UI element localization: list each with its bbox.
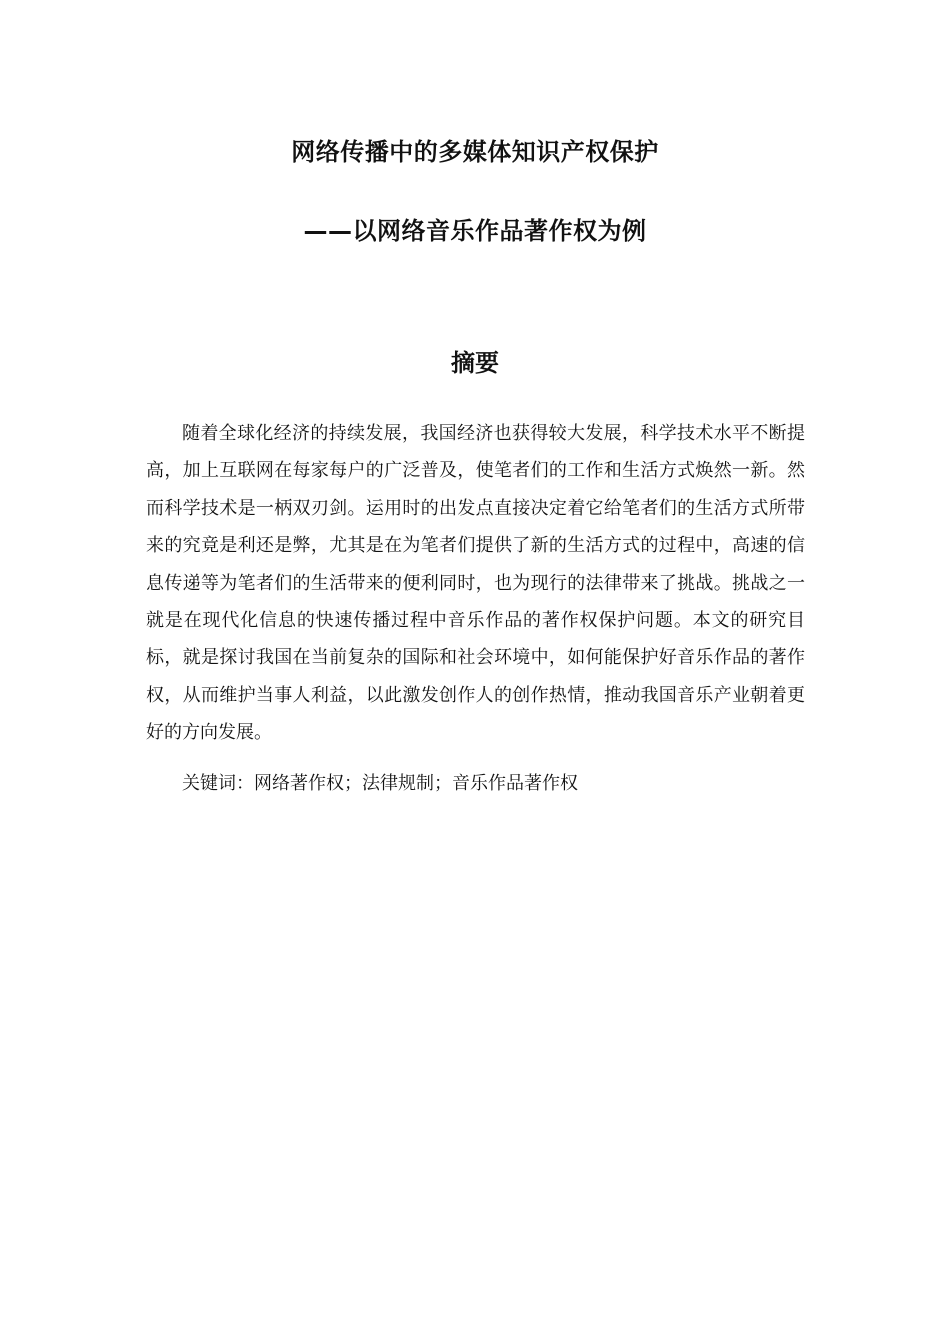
document-title: 网络传播中的多媒体知识产权保护 — [291, 138, 659, 166]
keywords-list: 网络著作权；法律规制；音乐作品著作权 — [254, 773, 578, 794]
abstract-paragraph: 随着全球化经济的持续发展，我国经济也获得较大发展，科学技术水平不断提高，加上互联网在每家每户的广泛普及，使笔者们的工作和生活方式焕然一新。然而科学技术是一柄双刃剑。运用时的出发点直接决定着它给笔者们的生活方式所带来的究竟是利还是弊，尤其是在为笔者们提供了新的生活方式的过程中，高速的信息传递等为笔者们的生活带来的便利同时，也为现行的法律带来了挑战。挑战之一就是在现代化信息的快速传播过程中音乐作品的著作权保护问题。本文的研究目标，就是探讨我国在当前复杂的国际和社会环境中，如何能保护好音乐作品的著作权，从而维护当事人利益，以此激发创作人的创作热情，推动我国音乐产业朝着更好的方向发展。 — [146, 423, 805, 744]
abstract-heading: 摘要 — [451, 349, 499, 377]
keywords-line — [182, 765, 802, 802]
keywords-label: 关键词： — [182, 773, 254, 794]
document-subtitle: ——以网络音乐作品著作权为例 — [303, 217, 647, 245]
